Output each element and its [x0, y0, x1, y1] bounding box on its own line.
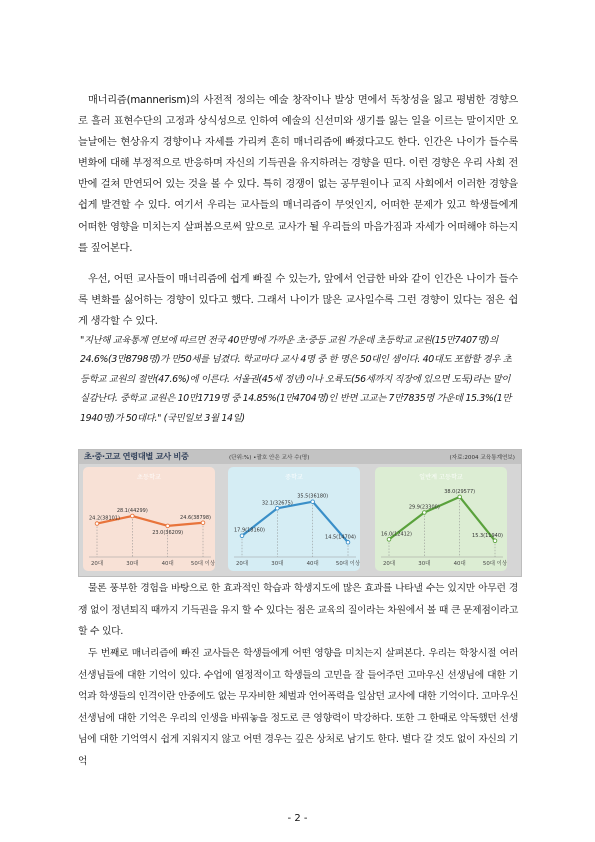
chart-data-point — [166, 524, 170, 528]
chart-data-label: 24.6(38798) — [180, 514, 211, 521]
teacher-age-infographic — [78, 449, 522, 577]
chart-category-label: 30대 — [126, 561, 139, 567]
news-quote: "지난해 교육통계 연보에 따르면 전국 40만명에 가까운 초·중등 교원 가운데 초등학교 교원(15만7407명)의 24.6%(3만8798명)가 만50세를 넘겼다. 학교마다 교사 4명 중 한 명은 50대인 셈이다. 40대도 포함할 경우 초등학교 교원의 절반(47.6%)에 이른다. 서울권(45세 정년)이나 오륙도(56세까지 직장에 있으면 도둑)라는 말이 실감난다. 중학교 교원은 10만1719명 중 14.85%(1만4704명)인 반면 고교는 7만7835명 가운데 15.3%(1만1940명)가 50대다." (국민일보 3월 14일) — [80, 335, 512, 424]
chart-category-label: 50대 이상 — [335, 561, 360, 567]
chart-category-label: 30대 — [418, 561, 431, 567]
chart-title-middle: 중학교 — [285, 474, 303, 481]
chart-elementary — [83, 467, 215, 571]
page-number: - 2 - — [287, 813, 308, 824]
chart-data-point — [311, 500, 315, 504]
chart-data-label: 14.5(14704) — [325, 534, 356, 541]
chart-data-label: 15.3(11940) — [472, 532, 503, 539]
chart-data-label: 35.5(36180) — [297, 493, 329, 500]
chart-data-label: 23.0(36209) — [152, 529, 184, 536]
chart-category-label: 50대 이상 — [190, 561, 215, 567]
chart-data-point — [423, 511, 427, 515]
paragraph-quality-problem: 물론 풍부한 경험을 바탕으로 한 효과적인 학습과 학생지도에 많은 효과를 나타낼 수는 있지만 아무런 경쟁 없이 정년퇴직 때까지 기득권을 유지 할 수 있다는 점은 교육의 질이라는 차원에서 볼 때 큰 문제점이라고 할 수 있다. — [78, 583, 518, 638]
chart-data-point — [95, 522, 99, 526]
chart-data-point — [131, 514, 135, 518]
chart-data-point — [346, 541, 350, 545]
chart-middle — [228, 467, 360, 571]
chart-title-high: 일반계 고등학교 — [419, 474, 463, 481]
chart-category-label: 30대 — [271, 561, 284, 567]
chart-data-point — [458, 495, 462, 499]
chart-category-label: 40대 — [161, 561, 174, 567]
paragraph-student-influence: 두 번째로 매너리즘에 빠진 교사들은 학생들에게 어떤 영향을 미치는지 살펴본다. 우리는 학창시절 여러 선생님들에 대한 기억이 있다. 수업에 열정적이고 학생들의 고민을 잘 들어주던 고마우신 선생님에 대한 기억과 학생들의 인격이란 안중에도 없는 무자비한 체벌과 언어폭력을 일삼던 교사에 대한 기억이다. 고마우신 선생님에 대한 기억은 우리의 인생을 바꿔놓을 정도로 큰 영향력이 막강하다. 또한 그 한때로 악독했던 선생님에 대한 기억역시 쉽게 지워지지 않고 어떤 경우는 깊은 상처로 남기도 한다. 별다 갈 것도 없이 자신의 기억 — [78, 648, 518, 767]
chart-data-point — [387, 538, 391, 542]
chart-panel-middle — [228, 467, 360, 571]
infographic-title: 초·중·고교 연령대별 교사 비중 — [84, 451, 189, 461]
chart-high — [375, 467, 507, 571]
chart-data-label: 38.0(29577) — [444, 488, 476, 495]
chart-data-label: 28.1(44299) — [116, 508, 148, 515]
chart-panel-elementary — [83, 467, 215, 571]
chart-data-point — [240, 534, 244, 538]
chart-category-label: 20대 — [235, 561, 249, 567]
chart-category-label: 40대 — [453, 561, 466, 567]
paragraph-mannerism-definition: 매너리즘(mannerism)의 사전적 정의는 예술 창작이나 발상 면에서 독창성을 잃고 평범한 경향으로 흘러 표현수단의 고정과 상식성으로 인하여 예술의 신선미와 생기를 잃는 일을 이르는 말이지만 오늘날에는 현상유지 경향이나 자세를 가리켜 흔히 매너리즘에 빠졌다고도 한다. 인간은 나이가 들수록 변화에 대해 부정적으로 반응하며 자신의 기득권을 유지하려는 경향을 띤다. 이런 경향은 우리 사회 전반에 걸쳐 만연되어 있는 것을 볼 수 있다. 특히 경쟁이 없는 공무원이나 교직 사회에서 이러한 경향을 쉽게 발견할 수 있다. 여기서 우리는 교사들의 매너리즘이 무엇인지, 어떠한 문제가 있고 학생들에게 어떠한 영향을 미치는지 살펴봄으로써 앞으로 교사가 될 우리들의 마음가짐과 자세가 어떠해야 하는지를 짚어본다. — [78, 95, 518, 254]
infographic-source: (자료:2004 교육통계연보) — [449, 455, 515, 461]
paragraph-teacher-age: 우선, 어떤 교사들이 매너리즘에 쉽게 빠질 수 있는가, 앞에서 언급한 바와 같이 인간은 나이가 들수록 변화를 싫어하는 경향이 있다고 했다. 그래서 나이가 많은 교사일수록 그런 경향이 있다는 점은 쉽게 생각할 수 있다. — [78, 274, 518, 328]
chart-title-elementary: 초등학교 — [137, 474, 161, 481]
chart-data-point — [493, 539, 497, 543]
chart-category-label: 50대 이상 — [482, 561, 507, 567]
chart-data-label: 17.9(18160) — [234, 527, 265, 534]
chart-data-label: 16.0(12412) — [381, 531, 412, 538]
infographic-unit: (단위:%) •괄호 안은 교사 수(명) — [229, 455, 310, 461]
chart-data-label: 32.1(32675) — [261, 500, 293, 507]
chart-panel-high — [375, 467, 507, 571]
chart-category-label: 40대 — [306, 561, 319, 567]
chart-data-point — [276, 506, 280, 510]
chart-data-label: 29.9(23300) — [408, 504, 440, 511]
infographic-header — [79, 450, 521, 464]
chart-category-label: 20대 — [382, 561, 396, 567]
chart-data-point — [201, 521, 205, 525]
chart-category-label: 20대 — [90, 561, 104, 567]
chart-data-label: 24.2(38101) — [89, 515, 120, 522]
